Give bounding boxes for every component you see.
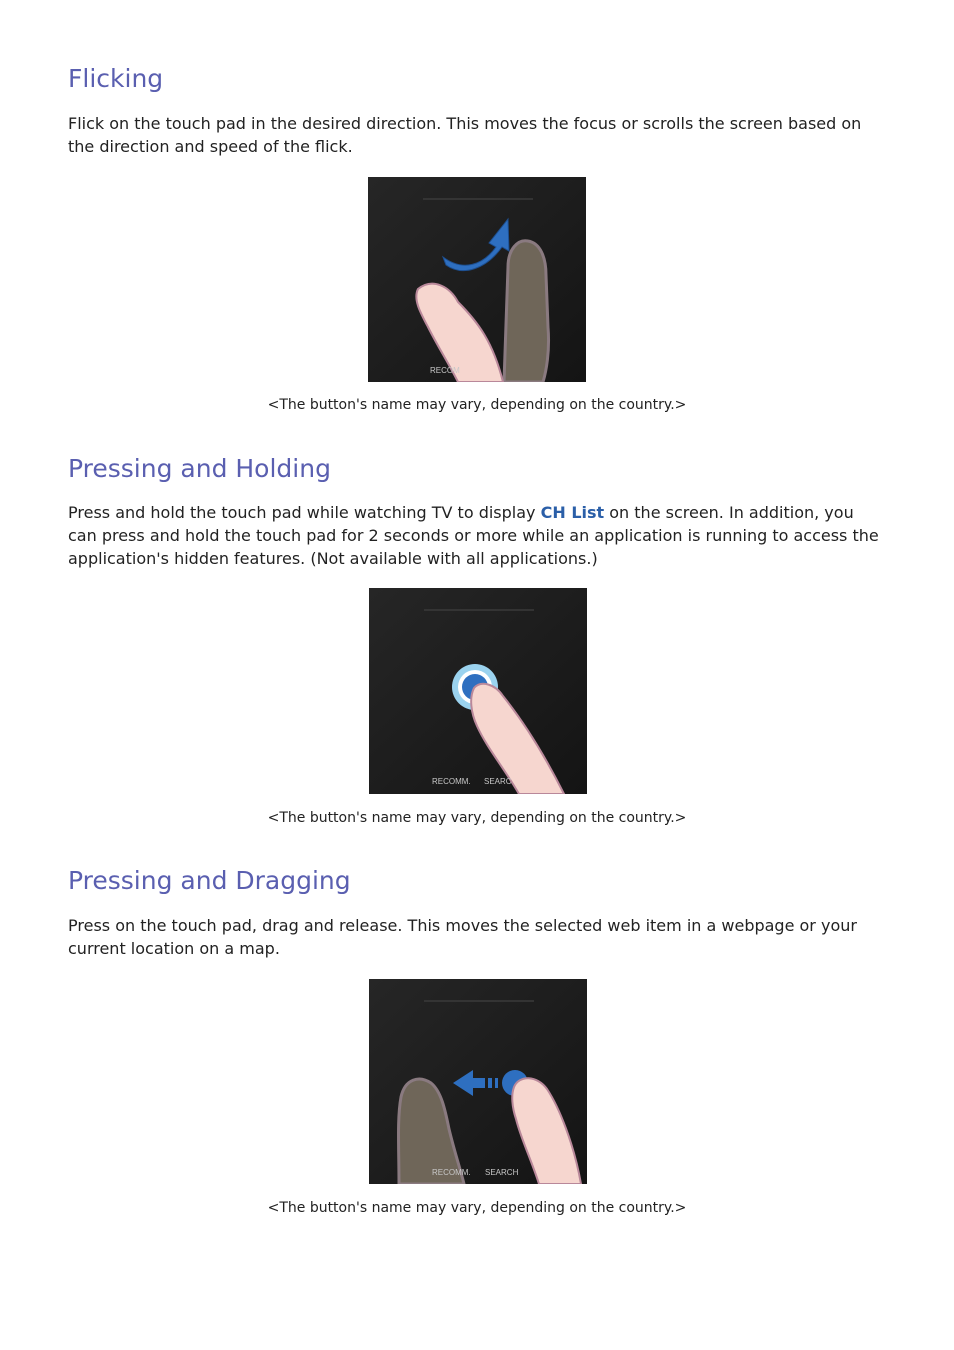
pressing-holding-caption: <The button's name may vary, depending on the country.>	[267, 810, 687, 826]
flicking-heading: Flicking	[68, 64, 164, 93]
description-text-end: on the screen. In addition, you can press and hold the touch pad for 2 seconds or more while an application is running to access the application's hidden features. (Not available with all applications.)	[68, 503, 879, 568]
drag-trail-bar	[495, 1078, 498, 1088]
flicking-description: Flick on the touch pad in the desired direction. This moves the focus or scrolls the screen based on the direction and speed of the flick.	[68, 114, 862, 156]
pressing-holding-section	[68, 453, 886, 570]
pressing-dragging-heading: Pressing and Dragging	[68, 866, 351, 895]
pressing-dragging-section	[68, 865, 886, 960]
drag-trail-bar	[488, 1078, 492, 1088]
pad-label-search: SEARCH	[485, 1168, 519, 1177]
pressing-holding-heading: Pressing and Holding	[68, 454, 331, 483]
ghost-finger-icon	[504, 241, 549, 382]
description-text-start: Press and hold the touch pad while watching TV to display	[68, 503, 541, 522]
flicking-illustration	[368, 177, 586, 382]
pad-label-recommend: RECOMM.	[432, 777, 471, 786]
pad-label-search: SEARC	[484, 777, 512, 786]
flicking-section	[68, 63, 886, 158]
pressing-holding-illustration	[369, 588, 587, 794]
pad-label-recommend: RECOMM.	[432, 1168, 471, 1177]
pressing-dragging-description: Press on the touch pad, drag and release. This moves the selected web item in a webpage or your current location on a map.	[68, 916, 857, 958]
pressing-holding-description	[68, 501, 886, 570]
flicking-caption: <The button's name may vary, depending on the country.>	[267, 397, 687, 413]
pad-label-recommend: RECOM	[430, 366, 460, 375]
pressing-dragging-illustration	[369, 979, 587, 1184]
pressing-dragging-caption: <The button's name may vary, depending on the country.>	[267, 1200, 687, 1216]
ch-list-link[interactable]: CH List	[540, 503, 605, 522]
